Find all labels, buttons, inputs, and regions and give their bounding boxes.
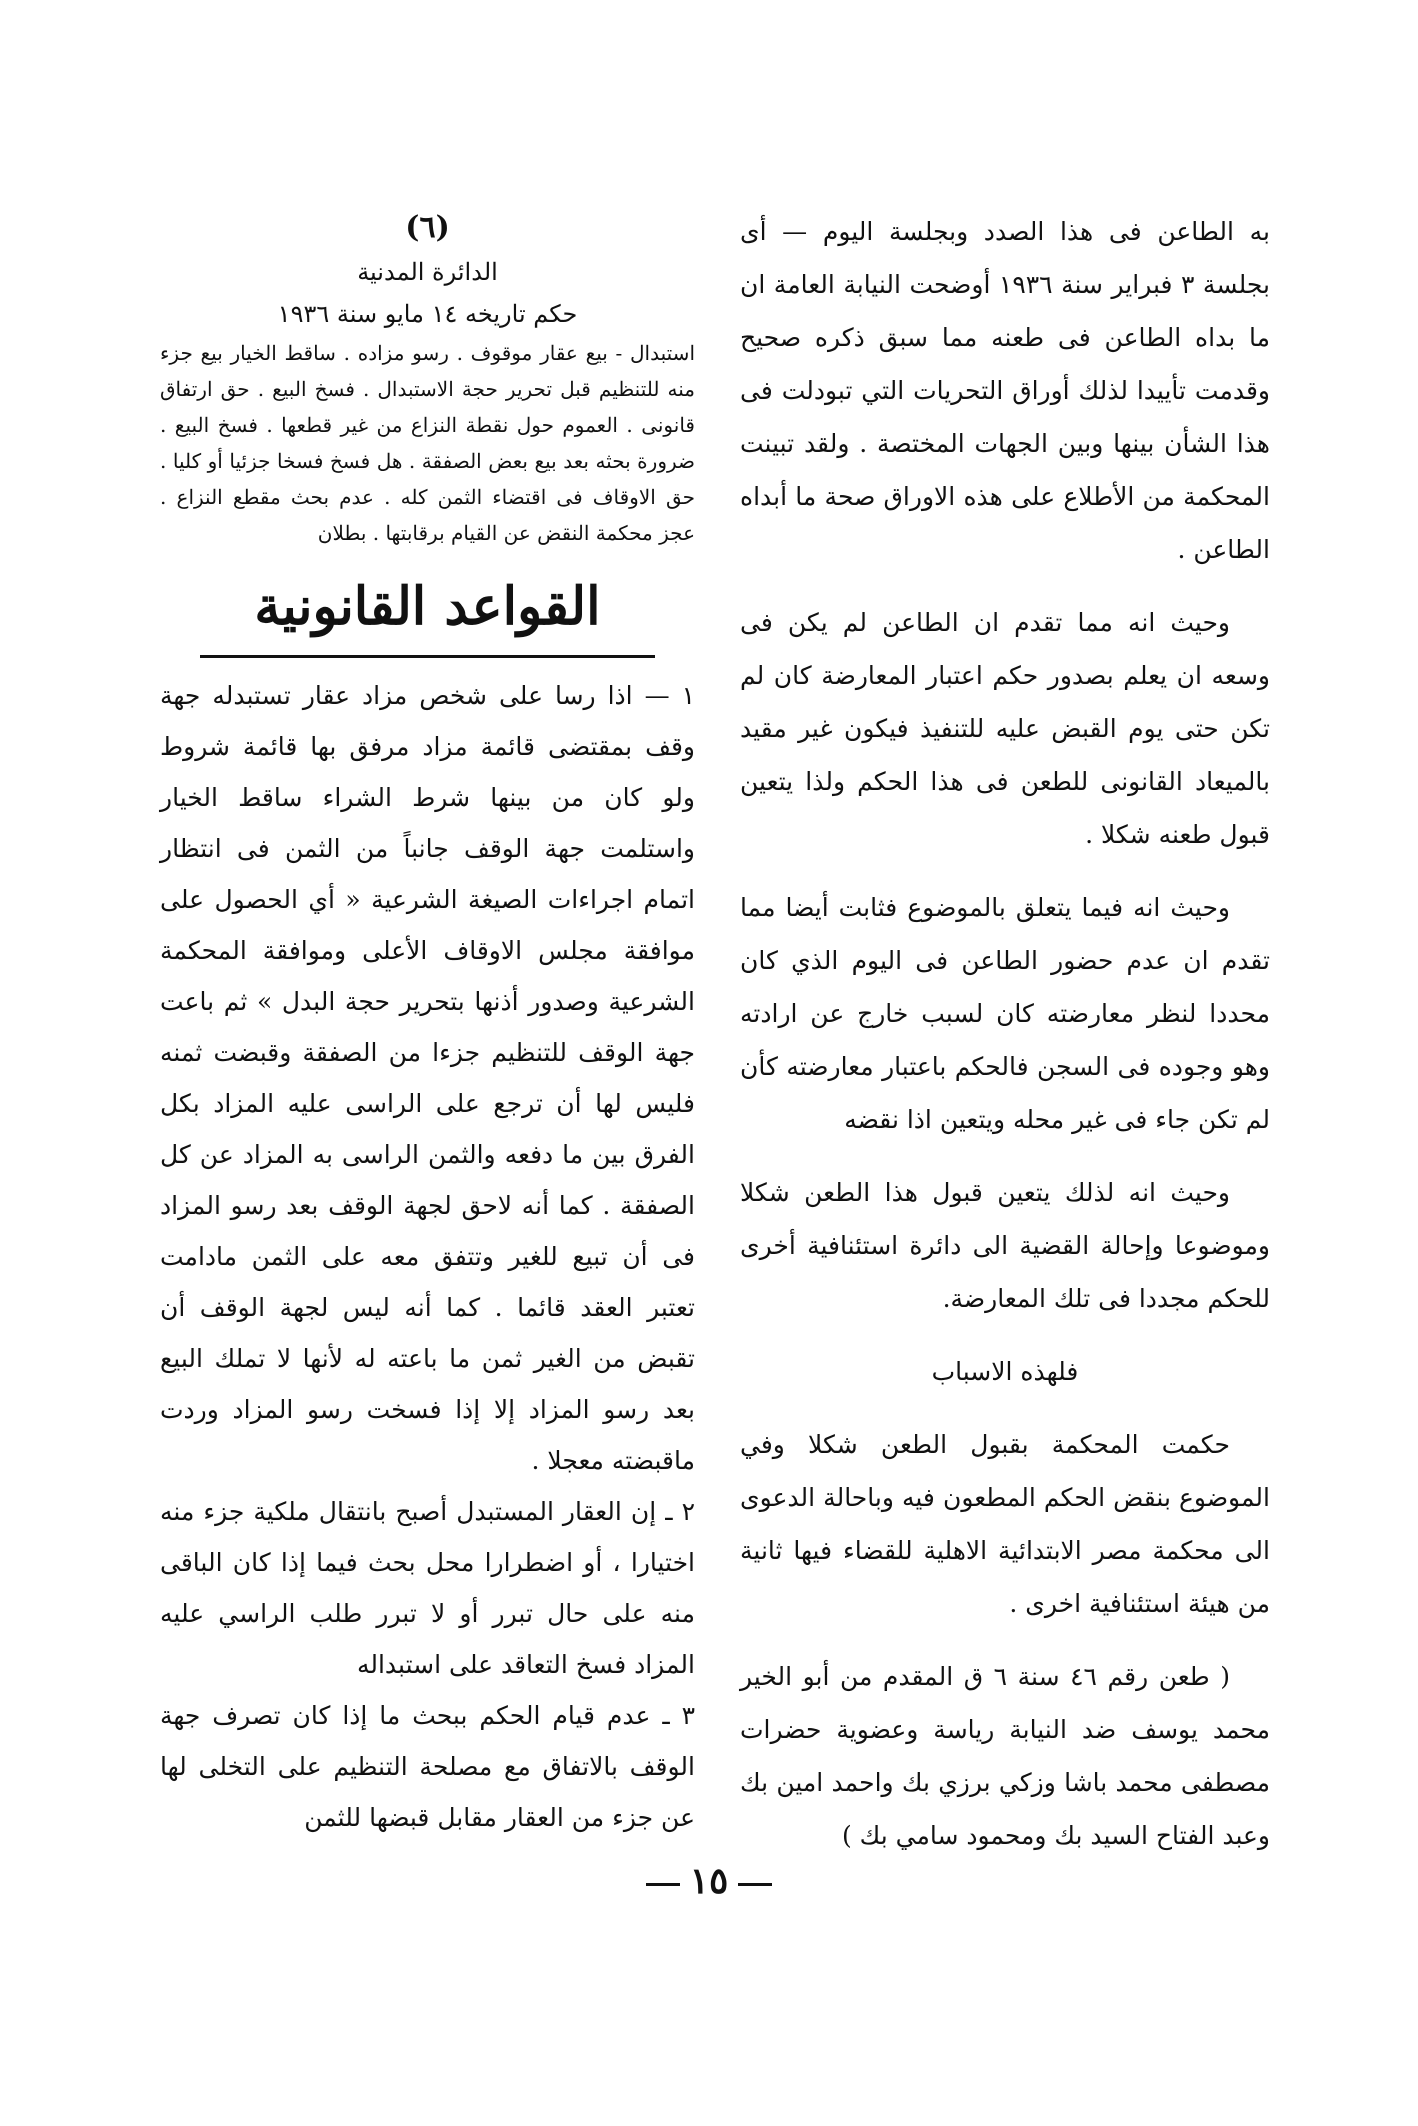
case-number: (٦) (405, 210, 450, 245)
ruling-date: حكم تاريخه ١٤ مايو سنة ١٩٣٦ (277, 300, 578, 328)
paragraph-acceptance: وحيث انه لذلك يتعين قبول هذا الطعن شكلا وموضوعا وإحالة القضية الى دائرة استئنافية أخرى للحكم مجددا فى تلك المعارضة. (740, 1178, 1270, 1313)
legal-rule-1: ١ — اذا رسا على شخص مزاد عقار تستبدله جهة وقف بمقتضى قائمة مزاد مرفق بها قائمة شروط ولو كان من بينها شرط الشراء ساقط الخيار واستلمت جهة الوقف جانباً من الثمن فى انتظار اتمام اجراءات الصيغة الشرعية « أي الحصول على موافقة مجلس الاوقاف الأعلى وموافقة المحكمة الشرعية وصدور أذنها بتحرير حجة البدل » ثم باعت جهة الوقف للتنظيم جزءا من الصفقة وقبضت ثمنه فليس لها أن ترجع على الراسى عليه المزاد بكل الفرق بين ما دفعه والثمن الراسى به المزاد عن كل الصفقة . كما أنه لاحق لجهة الوقف بعد رسو المزاد فى أن تبيع للغير وتتفق معه على الثمن مادامت تعتبر العقد قائما . كما أنه ليس لجهة الوقف أن تقبض من الغير ثمن ما باعته له لأنها لا تملك البيع بعد رسو المزاد إلا إذا فسخت رسو المزاد وردت ماقبضته معجلا . (160, 681, 695, 1475)
case-citation: ( طعن رقم ٤٦ سنة ٦ ق المقدم من أبو الخير محمد يوسف ضد النيابة رياسة وعضوية حضرات مصطفى محمد باشا وزكي برزي بك واحمد امين بك وعبد الفتاح السيد بك ومحمود سامي بك ) (740, 1662, 1270, 1850)
page-number-dash-right (646, 1883, 680, 1886)
case-summary-text: استبدال - بيع عقار موقوف . رسو مزاده . ساقط الخيار بيع جزء منه للتنظيم قبل تحرير حجة الاستبدال . فسخ البيع . حق ارتفاق قانونى . العموم حول نقطة النزاع من غير قطعها . فسخ البيع . ضرورة بحثه بعد بيع بعض الصفقة . هل فسخ فسخا جزئيا أو كليا . حق الاوقاف فى اقتضاء الثمن كله . عدم بحث مقطع النزاع . عجز محكمة النقض عن القيام برقابتها . (160, 341, 695, 545)
page-number (0, 1860, 1418, 1902)
legal-rule-3: ٣ ـ عدم قيام الحكم ببحث ما إذا كان تصرف جهة الوقف بالاتفاق مع مصلحة التنظيم على التخلى لها عن جزء من العقار مقابل قبضها للثمن (160, 1701, 695, 1832)
page-number-value: ١٥ (689, 1860, 729, 1902)
section-title-legal-rules: القواعد القانونية (200, 565, 655, 658)
paragraph-continuation: به الطاعن فى هذا الصدد وبجلسة اليوم — أى بجلسة ٣ فبراير سنة ١٩٣٦ أوضحت النيابة العامة ان ما بداه الطاعن فى طعنه مما سبق ذكره صحيح وقدمت تأييدا لذلك أوراق التحريات التي تبودلت فى هذا الشأن بينها وبين الجهات المختصة . ولقد تبينت المحكمة من الأطلاع على هذه الاوراق صحة ما أبداه الطاعن . (740, 217, 1270, 564)
case-summary (160, 335, 695, 551)
legal-rule-2: ٢ ـ إن العقار المستبدل أصبح بانتقال ملكية جزء منه اختيارا ، أو اضطرارا محل بحث فيما إذا كان الباقى منه على حال تبرر أو لا تبرر طلب الراسي عليه المزاد فسخ التعاقد على استبداله (160, 1497, 695, 1679)
case-summary-end: بطلان (317, 521, 367, 545)
paragraph-appeal-timing: وحيث انه مما تقدم ان الطاعن لم يكن فى وسعه ان يعلم بصدور حكم اعتبار المعارضة كان لم تكن حتى يوم القبض عليه للتنفيذ فيكون غير مقيد بالميعاد القانونى للطعن فى هذا الحكم ولذا يتعين قبول طعنه شكلا . (740, 608, 1270, 849)
left-column (160, 205, 695, 1843)
verdict-paragraph: حكمت المحكمة بقبول الطعن شكلا وفي الموضوع بنقض الحكم المطعون فيه وباحالة الدعوى الى محكمة مصر الابتدائية الاهلية للقضاء فيها ثانية من هيئة استئنافية اخرى . (740, 1430, 1270, 1618)
court-name: الدائرة المدنية (357, 258, 498, 286)
right-column (740, 205, 1270, 1882)
paragraph-merits: وحيث انه فيما يتعلق بالموضوع فثابت أيضا مما تقدم ان عدم حضور الطاعن فى اليوم الذي كان محددا لنظر معارضته كان لسبب خارج عن ارادته وهو وجوده فى السجن فالحكم باعتبار معارضته كأن لم تكن جاء فى غير محله ويتعين اذا نقضه (740, 893, 1270, 1134)
reasons-heading: فلهذه الاسباب (931, 1357, 1079, 1386)
page-number-dash-left (738, 1883, 772, 1886)
